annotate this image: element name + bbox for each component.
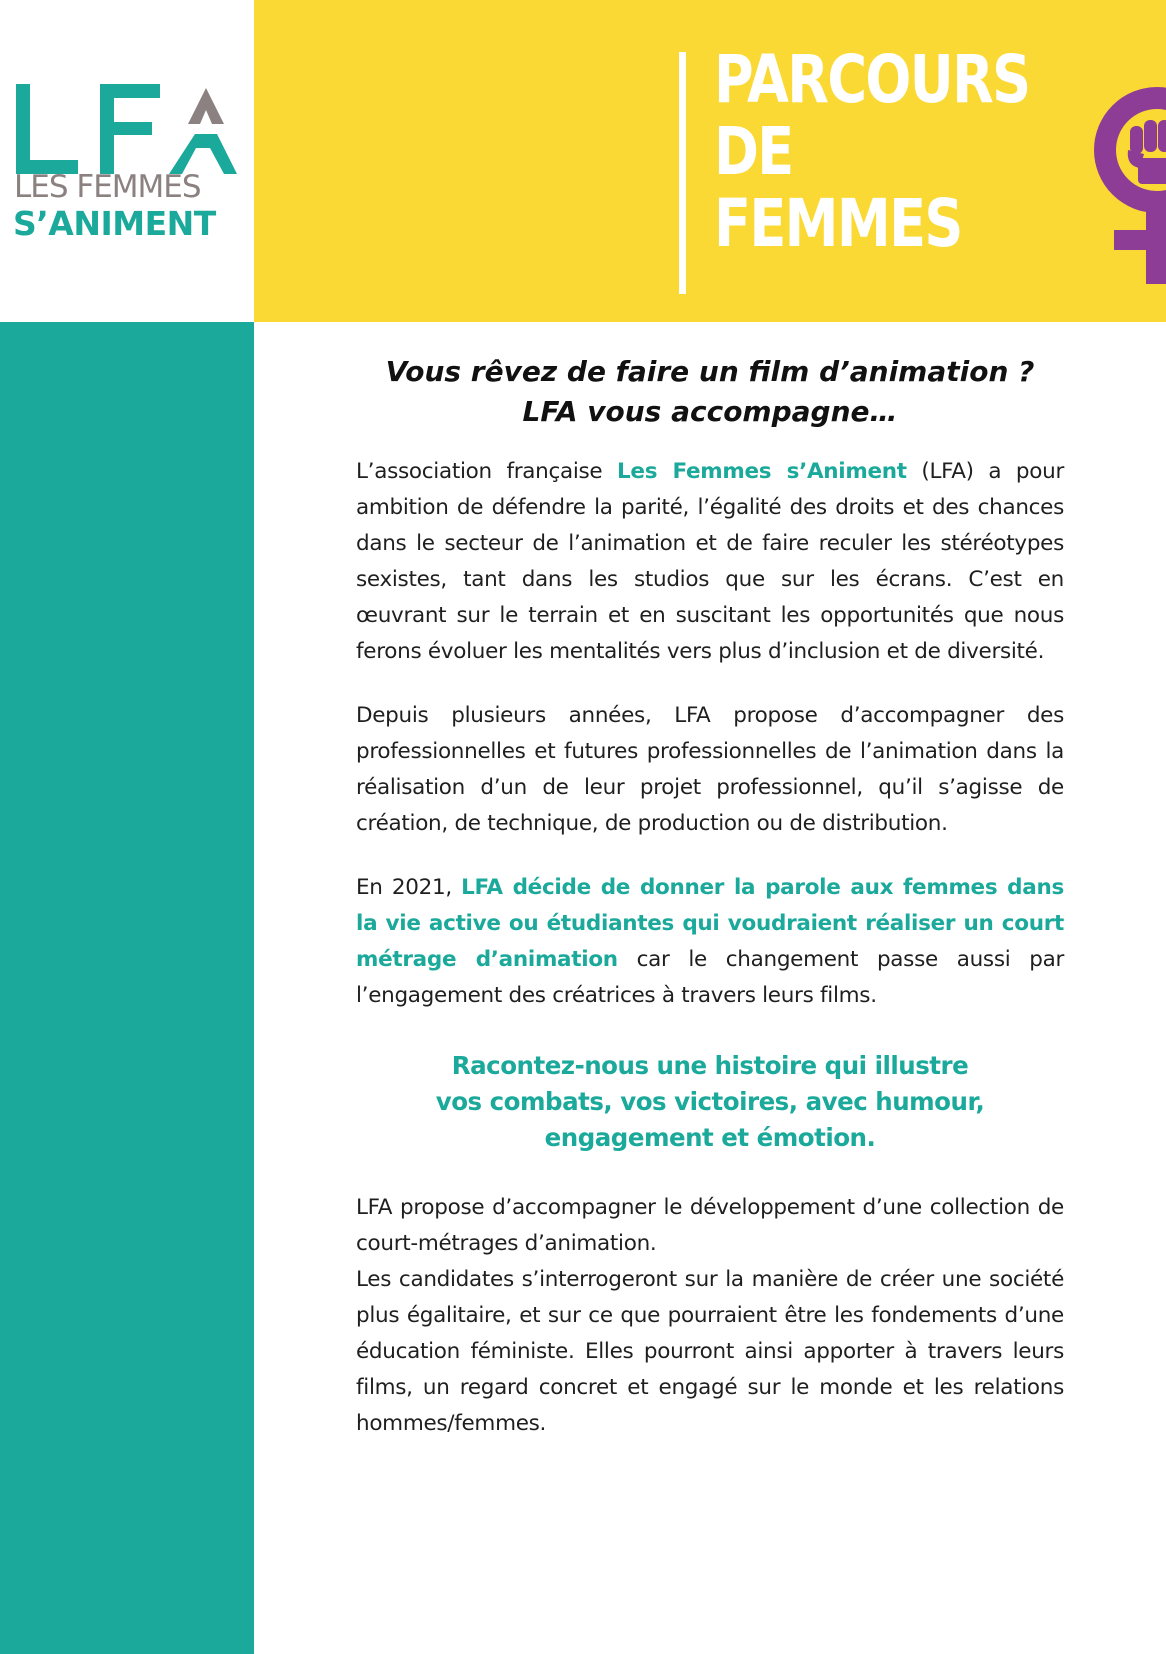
paragraph-2021-text-start: En 2021, (356, 875, 462, 900)
intro-title-line-1: Vous rêvez de faire un film d’animation ? (385, 355, 1035, 388)
logo-area (0, 0, 254, 322)
main-content (356, 352, 1064, 1470)
slogan-line-2: vos combats, vos victoires, avec humour, (435, 1087, 985, 1116)
paragraph-2021 (356, 870, 1064, 1014)
left-teal-bar (0, 322, 254, 1654)
intro-title (356, 352, 1064, 432)
header-title-line-3: FEMMES (714, 185, 962, 262)
slogan-line-3: engagement et émotion. (544, 1123, 876, 1152)
slogan (356, 1048, 1064, 1156)
paragraph-candidates: Les candidates s’interrogeront sur la manière de créer une société plus égalitaire, et sur ce que pourraient être les fondements d’une éducation féministe. Elles pourront ainsi apporter à travers leurs films, un regard concret et engagé sur le monde et les relations hommes/femmes. (356, 1267, 1064, 1436)
paragraph-collection: LFA propose d’accompagner le développement d’une collection de court-métrages d’animation. (356, 1195, 1064, 1256)
paragraph-association-text-end: (LFA) a pour ambition de défendre la parité, l’égalité des droits et des chances dans le secteur de l’animation et de faire reculer les stéréotypes sexistes, tant dans les studios que sur les écrans. C’est en œuvrant sur le terrain et en suscitant les opportunités que nous ferons évoluer les mentalités vers plus d’inclusion et de diversité. (356, 459, 1064, 664)
intro-title-line-2: LFA vous accompagne… (522, 395, 898, 428)
logo-line-les-femmes: LES FEMMES (14, 169, 201, 205)
header-divider (679, 52, 686, 294)
paragraph-2021-highlight: LFA décide de donner la parole aux femmes dans la vie active ou étudiantes qui voudraient réaliser un court métrage d’animation (356, 875, 1064, 972)
paragraph-2021-text-end: car le changement passe aussi par l’engagement des créatrices à travers leurs films. (356, 947, 1064, 1008)
lfa-logo-letters (12, 66, 242, 176)
paragraph-accompaniment: Depuis plusieurs années, LFA propose d’accompagner des professionnelles et futures professionnelles de l’animation dans la réalisation d’un de leur projet professionnel, qu’il s’agisse de création, de technique, de production ou de distribution. (356, 703, 1064, 836)
association-name-highlight: Les Femmes s’Animent (617, 459, 907, 484)
logo-line-s-animent: S’ANIMENT (13, 204, 216, 243)
header-title-line-2: DE (714, 113, 793, 190)
header-banner (254, 0, 1166, 322)
paragraph-association (356, 454, 1064, 670)
paragraph-association-text-start: L’association française (356, 459, 618, 484)
feminist-fist-venus-icon (1082, 80, 1166, 286)
header-title-line-1: PARCOURS (714, 41, 1030, 118)
slogan-line-1: Racontez-nous une histoire qui illustre (451, 1051, 969, 1080)
header-title (714, 41, 1030, 262)
